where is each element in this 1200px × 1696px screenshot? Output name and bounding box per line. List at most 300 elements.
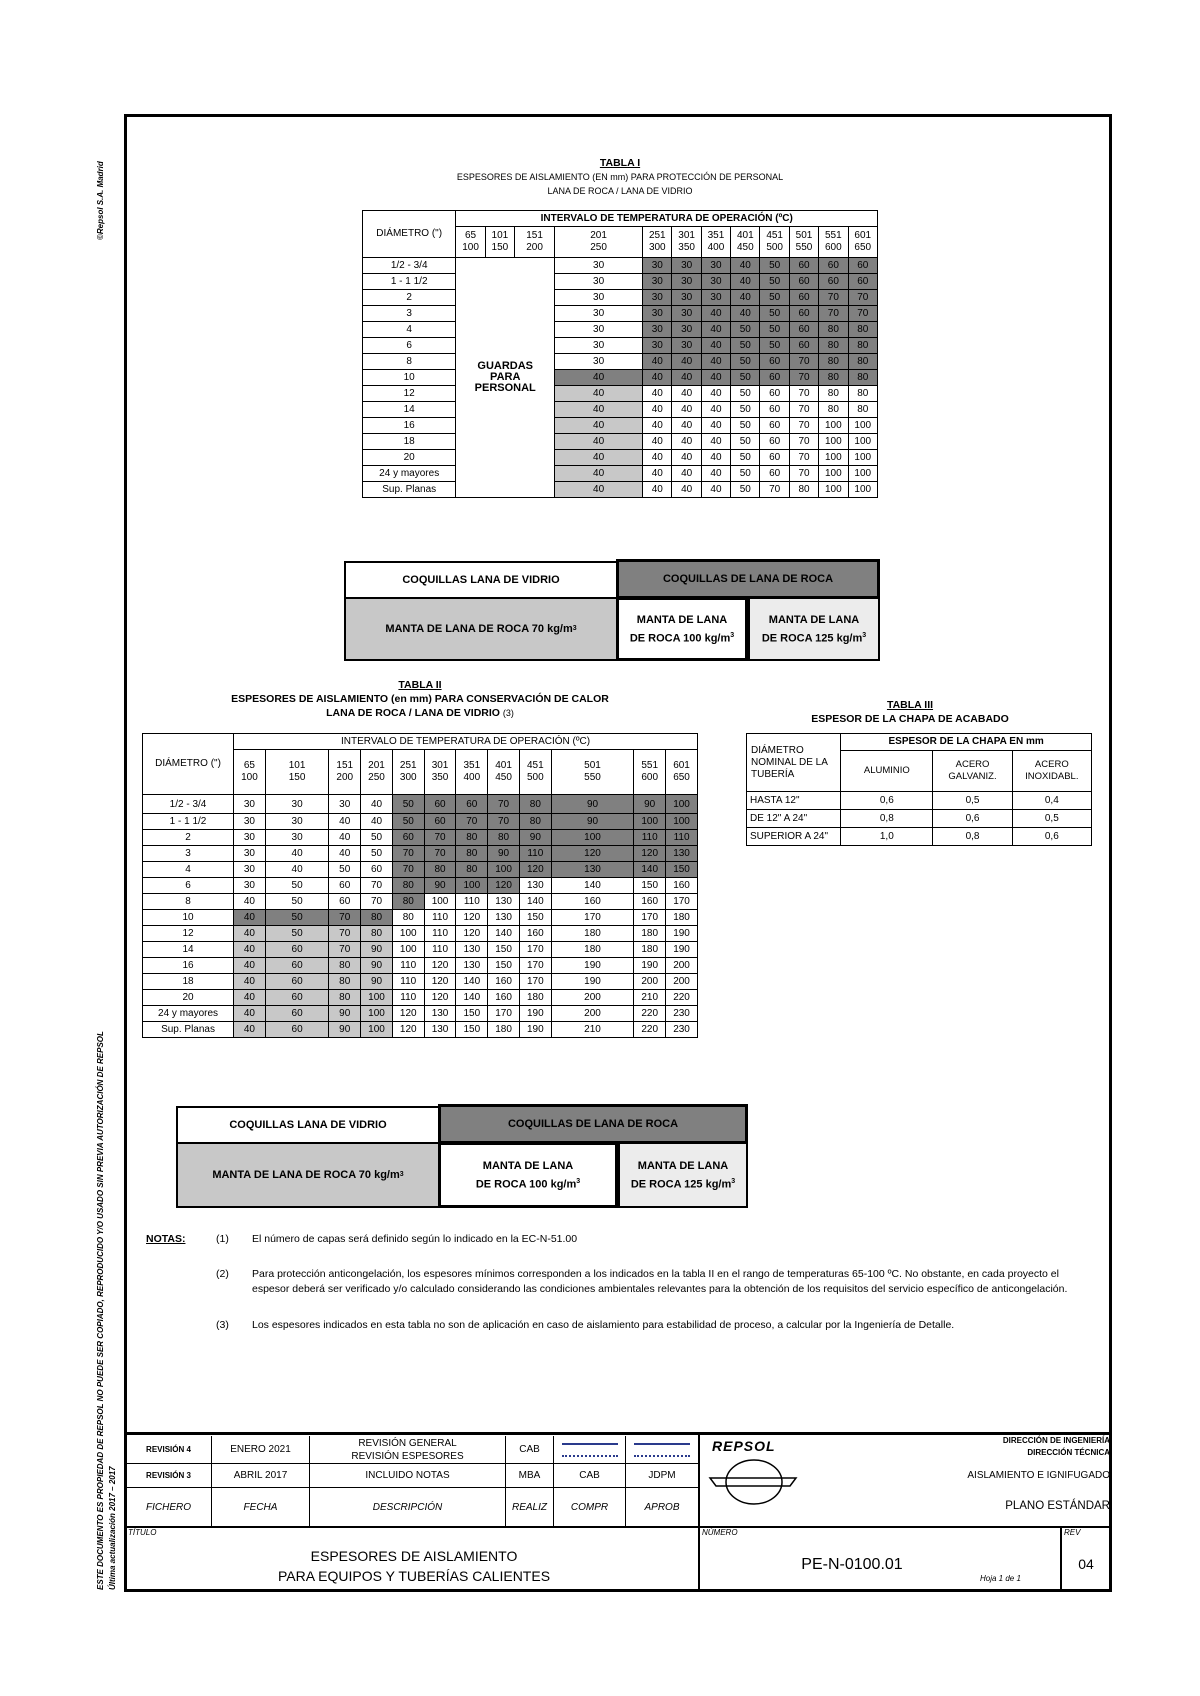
t1-range-0 xyxy=(456,227,485,258)
t1-cell: 30 xyxy=(643,290,672,306)
t2-cell: 180 xyxy=(519,990,551,1006)
t1-cell: 80 xyxy=(848,354,877,370)
t2-cell: 60 xyxy=(392,830,424,846)
t1-row xyxy=(363,258,878,274)
header-aprob: APROB xyxy=(644,1501,680,1513)
t1-cell: 40 xyxy=(672,402,701,418)
t2-cell: 120 xyxy=(424,974,456,990)
t1-diam: 2 xyxy=(363,290,456,306)
t2-range-9 xyxy=(551,750,634,795)
t2-cell: 190 xyxy=(666,942,698,958)
t2-range-6-min: 351 xyxy=(463,760,481,771)
t1-range-9 xyxy=(789,227,818,258)
t2-cell: 70 xyxy=(329,910,361,926)
t2-cell: 140 xyxy=(519,894,551,910)
t1-cell: 60 xyxy=(760,434,789,450)
t2-range-9-max: 550 xyxy=(584,772,601,783)
t1-range-0-min: 65 xyxy=(464,230,477,241)
rev4-code: REVISIÓN 4 xyxy=(126,1436,212,1464)
t2-cell: 110 xyxy=(519,846,551,862)
t2-cell: 40 xyxy=(234,942,266,958)
rev4-compr-signature xyxy=(554,1436,626,1464)
t1-cell: 50 xyxy=(731,418,760,434)
t2-cell: 90 xyxy=(424,878,456,894)
t1-cell: 60 xyxy=(789,322,818,338)
t1-cell: 60 xyxy=(819,274,848,290)
t2-diam: 14 xyxy=(143,942,234,958)
t1-cell: 60 xyxy=(789,274,818,290)
header-compr: COMPR xyxy=(554,1488,626,1526)
t2-cell: 60 xyxy=(265,942,329,958)
t1-cell: 50 xyxy=(731,466,760,482)
t1-cell: 100 xyxy=(848,482,877,498)
t1-cell: 50 xyxy=(760,322,789,338)
t1-range-11-min: 601 xyxy=(854,230,872,241)
t1-interval-header: INTERVALO DE TEMPERATURA DE OPERACIÓN (ºC) xyxy=(456,211,878,227)
t3-row xyxy=(747,828,1092,846)
tabla2-subnote: (3) xyxy=(502,708,514,718)
t2-cell: 40 xyxy=(361,795,393,814)
t2-cell: 80 xyxy=(519,795,551,814)
t1-cell: 30 xyxy=(672,322,701,338)
t1-row xyxy=(363,386,878,402)
t2-range-6-max: 400 xyxy=(463,772,481,783)
t3-row xyxy=(747,792,1092,810)
t2-cell: 140 xyxy=(488,926,520,942)
t1-cell: 50 xyxy=(731,434,760,450)
t1-range-5 xyxy=(672,227,701,258)
t2-cell: 100 xyxy=(488,862,520,878)
t1-cell: 40 xyxy=(555,370,643,386)
t2-diam: 3 xyxy=(143,846,234,862)
t2-cell: 130 xyxy=(666,846,698,862)
t2-cell: 200 xyxy=(666,958,698,974)
t2-cell: 40 xyxy=(234,958,266,974)
t2-cell: 70 xyxy=(329,926,361,942)
t1-range-4 xyxy=(643,227,672,258)
t2-range-2-min: 151 xyxy=(336,760,354,771)
t2-cell: 220 xyxy=(666,990,698,1006)
t1-cell: 100 xyxy=(819,434,848,450)
t2-cell: 90 xyxy=(551,795,634,814)
t1-cell: 60 xyxy=(789,290,818,306)
t1-range-8 xyxy=(760,227,789,258)
t2-range-11-max: 650 xyxy=(673,772,690,783)
rev4-desc-line1: REVISIÓN GENERAL xyxy=(358,1437,457,1449)
t1-cell: 80 xyxy=(848,386,877,402)
t1-cell: 80 xyxy=(819,370,848,386)
t1-cell: 50 xyxy=(731,402,760,418)
rev4-descripcion xyxy=(310,1436,506,1464)
t1-cell: 40 xyxy=(672,386,701,402)
t2-cell: 70 xyxy=(424,846,456,862)
t2-cell: 70 xyxy=(361,894,393,910)
t3-cell: 0,8 xyxy=(933,828,1012,846)
t1-range-11-max: 650 xyxy=(854,242,872,253)
t2-diam: 10 xyxy=(143,910,234,926)
t2-cell: 40 xyxy=(329,814,361,830)
t2-cell: 30 xyxy=(234,795,266,814)
t2-range-8-min: 451 xyxy=(526,760,544,771)
t2-cell: 110 xyxy=(424,910,456,926)
t2-cell: 70 xyxy=(329,942,361,958)
t2-cell: 100 xyxy=(361,1022,393,1038)
t2-range-5-max: 350 xyxy=(431,772,449,783)
note-3-number: (3) xyxy=(216,1319,229,1331)
t1-cell: 40 xyxy=(555,402,643,418)
t1-cell: 30 xyxy=(701,274,730,290)
t1-range-3-max: 250 xyxy=(590,242,607,253)
t2-cell: 160 xyxy=(634,894,666,910)
t2-range-3 xyxy=(361,750,393,795)
t1-cell: 40 xyxy=(731,290,760,306)
t2-cell: 120 xyxy=(456,926,488,942)
t2-cell: 160 xyxy=(488,990,520,1006)
t2-cell: 180 xyxy=(634,926,666,942)
note-1-number: (1) xyxy=(216,1233,229,1245)
repsol-brand: REPSOL xyxy=(712,1438,776,1454)
t2-cell: 90 xyxy=(634,795,666,814)
t2-cell: 110 xyxy=(666,830,698,846)
t1-range-2-min: 151 xyxy=(526,230,543,241)
t1-cell: 40 xyxy=(701,418,730,434)
t2-cell: 130 xyxy=(456,942,488,958)
t2-cell: 40 xyxy=(234,926,266,942)
t2-cell: 60 xyxy=(424,814,456,830)
t1-cell: 40 xyxy=(643,386,672,402)
t1-cell: 100 xyxy=(848,418,877,434)
t2-range-4-min: 251 xyxy=(399,760,417,771)
t1-range-2 xyxy=(515,227,555,258)
t2-cell: 40 xyxy=(234,1006,266,1022)
t1-cell: 40 xyxy=(672,450,701,466)
t3-col-1: ACERO GALVANIZ. xyxy=(933,751,1012,792)
t2-range-0 xyxy=(234,750,266,795)
t2-cell: 110 xyxy=(392,990,424,1006)
tabla3-header xyxy=(740,698,1080,726)
t2-row xyxy=(143,830,698,846)
t2-cell: 100 xyxy=(392,942,424,958)
drawing-title-line2: PARA EQUIPOS Y TUBERÍAS CALIENTES xyxy=(277,1568,551,1584)
t2-cell: 40 xyxy=(234,894,266,910)
t1-cell: 30 xyxy=(643,306,672,322)
t2-cell: 40 xyxy=(329,830,361,846)
t2-range-10 xyxy=(634,750,666,795)
t1-cell: 60 xyxy=(760,418,789,434)
t2-cell: 60 xyxy=(265,958,329,974)
t1-cell: 60 xyxy=(789,306,818,322)
legend1-manta-100-line2: DE ROCA 100 kg/m xyxy=(629,632,731,645)
t1-diam: 14 xyxy=(363,402,456,418)
t1-cell: 80 xyxy=(819,386,848,402)
legend2-manta-70 xyxy=(176,1142,440,1208)
t2-cell: 230 xyxy=(666,1022,698,1038)
t1-cell: 40 xyxy=(672,434,701,450)
t1-diam: 6 xyxy=(363,338,456,354)
t1-cell: 60 xyxy=(760,466,789,482)
t2-cell: 170 xyxy=(519,958,551,974)
t1-cell: 40 xyxy=(731,274,760,290)
t2-cell: 100 xyxy=(456,878,488,894)
legend2-coquillas-roca: COQUILLAS DE LANA DE ROCA xyxy=(438,1104,748,1144)
t1-cell: 60 xyxy=(789,338,818,354)
note-3-text: Los espesores indicados en esta tabla no son de aplicación en caso de aislamiento para estabilidad de proceso, a calcular por la Ingeniería de Detalle. xyxy=(252,1319,955,1331)
t2-row xyxy=(143,1006,698,1022)
t1-diam: 18 xyxy=(363,434,456,450)
t2-cell: 40 xyxy=(234,974,266,990)
t2-diam: 20 xyxy=(143,990,234,1006)
header-fichero: FICHERO xyxy=(126,1488,212,1526)
t2-cell: 100 xyxy=(361,1006,393,1022)
t1-cell: 50 xyxy=(731,338,760,354)
t2-diam: 24 y mayores xyxy=(143,1006,234,1022)
t2-cell: 70 xyxy=(361,878,393,894)
legend2-manta-125-line1: MANTA DE LANA xyxy=(637,1159,729,1172)
t1-cell: 80 xyxy=(848,338,877,354)
t1-cell: 60 xyxy=(760,354,789,370)
t1-cell: 50 xyxy=(760,274,789,290)
t1-cell: 40 xyxy=(701,482,730,498)
t1-cell: 40 xyxy=(672,482,701,498)
t2-cell: 50 xyxy=(265,910,329,926)
t1-cell: 40 xyxy=(701,386,730,402)
legend1-manta-125 xyxy=(748,597,880,661)
t2-cell: 100 xyxy=(424,894,456,910)
t3-espesor-header: ESPESOR DE LA CHAPA EN mm xyxy=(841,734,1092,751)
direccion-ingenieria: DIRECCIÓN DE INGENIERÍA xyxy=(1002,1436,1110,1445)
header-realiz: REALIZ xyxy=(506,1488,554,1526)
t1-cell: 40 xyxy=(643,354,672,370)
t3-diam-header: DIÁMETRO NOMINAL DE LA TUBERÍA xyxy=(747,734,841,792)
t1-cell: 100 xyxy=(848,466,877,482)
tabla3-label: TABLA III xyxy=(886,699,934,711)
t2-cell: 50 xyxy=(265,926,329,942)
t1-range-2-max: 200 xyxy=(526,242,543,253)
t1-cell: 70 xyxy=(789,386,818,402)
t1-cell: 40 xyxy=(555,482,643,498)
rev3-aprob: JDPM xyxy=(626,1464,698,1488)
t1-cell: 50 xyxy=(760,306,789,322)
t2-cell: 50 xyxy=(265,894,329,910)
t2-cell: 150 xyxy=(634,878,666,894)
t1-cell: 100 xyxy=(819,418,848,434)
t1-cell: 40 xyxy=(701,338,730,354)
t2-cell: 30 xyxy=(234,814,266,830)
t2-diam: 4 xyxy=(143,862,234,878)
t2-cell: 150 xyxy=(519,910,551,926)
t2-cell: 180 xyxy=(551,926,634,942)
t1-range-3-min: 201 xyxy=(590,230,607,241)
t1-cell: 40 xyxy=(731,258,760,274)
tabla2-header xyxy=(150,678,690,720)
rev4-realiz: CAB xyxy=(506,1436,554,1464)
t1-cell: 40 xyxy=(672,418,701,434)
t1-cell: 80 xyxy=(848,322,877,338)
t2-cell: 70 xyxy=(488,814,520,830)
t1-diam: 8 xyxy=(363,354,456,370)
t1-diam-header: DIÁMETRO (") xyxy=(363,211,456,258)
t1-cell: 40 xyxy=(643,466,672,482)
t1-cell: 30 xyxy=(555,290,643,306)
t2-diam: 18 xyxy=(143,974,234,990)
legend1-manta-100-line1: MANTA DE LANA xyxy=(636,613,728,626)
t2-cell: 130 xyxy=(488,894,520,910)
t1-cell: 40 xyxy=(555,418,643,434)
t2-cell: 40 xyxy=(361,814,393,830)
t1-cell: 40 xyxy=(672,370,701,386)
t1-range-6-max: 400 xyxy=(707,242,725,253)
t1-cell: 60 xyxy=(760,386,789,402)
t2-range-8 xyxy=(519,750,551,795)
legend2-manta-100-line1: MANTA DE LANA xyxy=(482,1159,574,1172)
header-fecha: FECHA xyxy=(212,1488,310,1526)
rev3-code: REVISIÓN 3 xyxy=(126,1464,212,1488)
t1-cell: 100 xyxy=(819,466,848,482)
legend1-manta-125-line2: DE ROCA 125 kg/m xyxy=(761,632,863,645)
legend1-manta-100 xyxy=(616,597,748,661)
t2-range-3-max: 250 xyxy=(368,772,385,783)
t1-cell: 30 xyxy=(643,322,672,338)
t2-cell: 120 xyxy=(392,1022,424,1038)
t2-row xyxy=(143,862,698,878)
t1-cell: 30 xyxy=(701,290,730,306)
t2-cell: 50 xyxy=(329,862,361,878)
tabla1-label: TABLA I xyxy=(599,157,641,169)
t3-cell: 0,4 xyxy=(1012,792,1091,810)
t2-cell: 80 xyxy=(361,910,393,926)
t2-cell: 70 xyxy=(392,862,424,878)
t1-row xyxy=(363,370,878,386)
t2-cell: 170 xyxy=(666,894,698,910)
t3-diam: HASTA 12" xyxy=(747,792,841,810)
area-label: AISLAMIENTO E IGNIFUGADO xyxy=(967,1470,1110,1481)
t2-cell: 50 xyxy=(392,795,424,814)
t1-row xyxy=(363,338,878,354)
rev3-descripcion: INCLUIDO NOTAS xyxy=(310,1464,506,1488)
t2-cell: 80 xyxy=(519,814,551,830)
t2-cell: 80 xyxy=(456,830,488,846)
t2-cell: 170 xyxy=(519,942,551,958)
t2-cell: 200 xyxy=(666,974,698,990)
t2-cell: 120 xyxy=(551,846,634,862)
t2-cell: 190 xyxy=(634,958,666,974)
t1-cell: 30 xyxy=(555,258,643,274)
t2-row xyxy=(143,926,698,942)
t1-diam: 12 xyxy=(363,386,456,402)
t2-cell: 90 xyxy=(488,846,520,862)
t2-row xyxy=(143,958,698,974)
t1-cell: 40 xyxy=(672,466,701,482)
t2-cell: 110 xyxy=(424,942,456,958)
t2-diam: 16 xyxy=(143,958,234,974)
t3-diam: SUPERIOR A 24" xyxy=(747,828,841,846)
t2-range-1 xyxy=(265,750,329,795)
t1-cell: 70 xyxy=(848,306,877,322)
t3-col-2: ACERO INOXIDABL. xyxy=(1012,751,1091,792)
t1-range-10-min: 551 xyxy=(825,230,842,241)
t2-cell: 40 xyxy=(265,862,329,878)
t2-cell: 70 xyxy=(392,846,424,862)
t2-cell: 70 xyxy=(424,830,456,846)
t3-cell: 0,5 xyxy=(1012,810,1091,828)
legend1-manta-125-line1: MANTA DE LANA xyxy=(768,613,860,626)
t1-cell: 40 xyxy=(555,466,643,482)
note-2-number: (2) xyxy=(216,1268,229,1280)
sheet-count: Hoja 1 de 1 xyxy=(980,1574,1021,1583)
t2-cell: 100 xyxy=(666,795,698,814)
t2-cell: 50 xyxy=(265,878,329,894)
t2-cell: 130 xyxy=(488,910,520,926)
t1-cell: 70 xyxy=(789,466,818,482)
t1-row xyxy=(363,434,878,450)
t1-row xyxy=(363,306,878,322)
t1-cell: 50 xyxy=(731,482,760,498)
t2-cell: 160 xyxy=(666,878,698,894)
legend2-manta-100 xyxy=(438,1142,618,1208)
t2-cell: 100 xyxy=(361,990,393,1006)
t2-cell: 180 xyxy=(488,1022,520,1038)
t1-diam: 16 xyxy=(363,418,456,434)
t2-interval-header: INTERVALO DE TEMPERATURA DE OPERACIÓN (ºC) xyxy=(234,734,698,750)
t2-cell: 30 xyxy=(265,795,329,814)
t2-cell: 50 xyxy=(361,846,393,862)
t1-cell: 60 xyxy=(789,258,818,274)
t1-range-4-min: 251 xyxy=(648,230,666,241)
t1-cell: 30 xyxy=(555,306,643,322)
legend2-manta-70-label: MANTA DE LANA DE ROCA 70 kg/m xyxy=(212,1169,400,1181)
t2-range-0-max: 100 xyxy=(241,772,258,783)
t2-range-11 xyxy=(666,750,698,795)
tabla3-title: ESPESOR DE LA CHAPA DE ACABADO xyxy=(811,713,1009,725)
t1-cell: 40 xyxy=(643,450,672,466)
t2-cell: 110 xyxy=(634,830,666,846)
t2-cell: 150 xyxy=(456,1006,488,1022)
t2-cell: 90 xyxy=(519,830,551,846)
direccion-tecnica: DIRECCIÓN TÉCNICA xyxy=(1027,1448,1110,1457)
t1-cell: 40 xyxy=(701,370,730,386)
t2-cell: 100 xyxy=(634,814,666,830)
t1-cell: 70 xyxy=(848,290,877,306)
t2-range-6 xyxy=(456,750,488,795)
t2-cell: 60 xyxy=(361,862,393,878)
t2-cell: 170 xyxy=(551,910,634,926)
t1-row xyxy=(363,274,878,290)
t1-cell: 70 xyxy=(819,290,848,306)
t2-cell: 90 xyxy=(329,1022,361,1038)
drawing-number: PE-N-0100.01 xyxy=(801,1556,903,1573)
legend1-manta-125-sup: 3 xyxy=(862,631,867,639)
t2-cell: 80 xyxy=(456,846,488,862)
t1-cell: 40 xyxy=(643,482,672,498)
t1-row xyxy=(363,290,878,306)
legend2-manta-125-sup: 3 xyxy=(731,1177,736,1185)
t1-cell: 60 xyxy=(760,370,789,386)
t2-row xyxy=(143,846,698,862)
t1-diam: 3 xyxy=(363,306,456,322)
tabla2-title: ESPESORES DE AISLAMIENTO (en mm) PARA CONSERVACIÓN DE CALOR xyxy=(231,693,609,705)
t2-cell: 220 xyxy=(634,1006,666,1022)
t1-cell: 50 xyxy=(731,322,760,338)
t1-cell: 60 xyxy=(760,450,789,466)
t2-cell: 60 xyxy=(265,1022,329,1038)
t2-cell: 40 xyxy=(234,910,266,926)
t1-range-8-min: 451 xyxy=(766,230,783,241)
rev4-aprob-signature xyxy=(626,1436,698,1464)
t2-cell: 80 xyxy=(488,830,520,846)
rev3-compr: CAB xyxy=(554,1464,626,1488)
t2-cell: 130 xyxy=(519,878,551,894)
t2-cell: 100 xyxy=(392,926,424,942)
